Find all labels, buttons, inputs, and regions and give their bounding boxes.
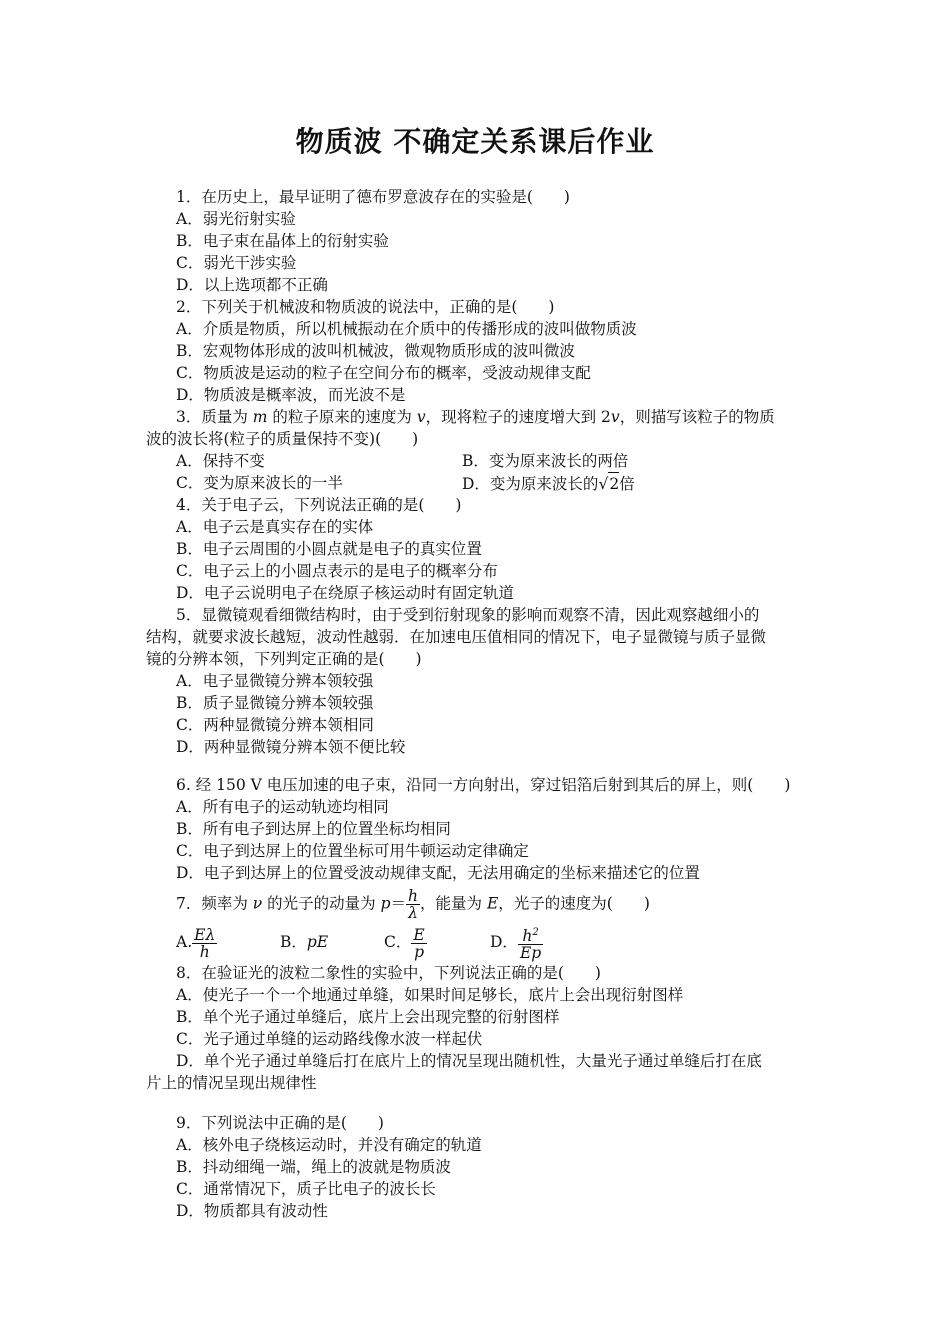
q1-option-d: D．以上选项都不正确 [176, 276, 328, 294]
q8-option-d: D．单个光子通过单缝后打在底片上的情况呈现出随机性，大量光子通过单缝后打在底 [176, 1052, 762, 1070]
q6-stem: 6. 经 150 V 电压加速的电子束，沿同一方向射出，穿过铝箔后射到其后的屏上，则( ) [176, 776, 791, 794]
q2-option-b: B．宏观物体形成的波叫机械波，微观物质形成的波叫微波 [176, 342, 575, 360]
q9-option-a: A．核外电子绕核运动时，并没有确定的轨道 [176, 1136, 482, 1154]
q7-momentum-fraction: $\frac{h}{\lambda}$ [408, 887, 419, 922]
q3-option-c: C．变为原来波长的一半 [176, 474, 343, 492]
q7-options [176, 924, 810, 964]
q6-option-b: B．所有电子到达屏上的位置坐标均相同 [176, 820, 451, 838]
q8-option-b: B．单个光子通过单缝后，底片上会出现完整的衍射图样 [176, 1008, 560, 1026]
q7-stem: 7．频率为 ν 的光子的动量为 p＝ $\frac{h}{\lambda}$ ，能量为 E，光子的速度为( ) [176, 887, 650, 922]
q2-option-a: A．介质是物质，所以机械振动在介质中的传播形成的波叫做物质波 [176, 320, 637, 338]
q1-option-a: A．弱光衍射实验 [176, 210, 296, 228]
q9-option-d: D．物质都具有波动性 [176, 1202, 328, 1220]
q3-option-b: B．变为原来波长的两倍 [462, 452, 629, 470]
q1-stem: 1．在历史上，最早证明了德布罗意波存在的实验是( ) [176, 188, 570, 206]
q5-option-a: A．电子显微镜分辨本领较强 [176, 672, 374, 690]
q4-stem: 4．关于电子云，下列说法正确的是( ) [176, 496, 462, 514]
q5-option-b: B．质子显微镜分辨本领较强 [176, 694, 374, 712]
q8-stem: 8．在验证光的波粒二象性的实验中，下列说法正确的是( ) [176, 964, 601, 982]
q9-option-b: B．抖动细绳一端，绳上的波就是物质波 [176, 1158, 451, 1176]
q1-option-b: B．电子束在晶体上的衍射实验 [176, 232, 389, 250]
page-title: 物质波 不确定关系课后作业 [295, 125, 655, 158]
q6-option-a: A．所有电子的运动轨迹均相同 [176, 798, 389, 816]
q6-option-d: D．电子到达屏上的位置受波动规律支配，无法用确定的坐标来描述它的位置 [176, 864, 700, 882]
q8-option-d-cont: 片上的情况呈现出规律性 [146, 1074, 317, 1092]
q3-stem: 3．质量为 m 的粒子原来的速度为 v，现将粒子的速度增大到 2v，则描写该粒子的物质 [176, 408, 775, 426]
q5-stem-line2: 结构，就要求波长越短，波动性越弱．在加速电压值相同的情况下，电子显微镜与质子显微 [146, 628, 767, 646]
q2-stem: 2．下列关于机械波和物质波的说法中，正确的是( ) [176, 298, 555, 316]
q2-option-d: D．物质波是概率波，而光波不是 [176, 386, 406, 404]
q5-option-d: D．两种显微镜分辨本领不便比较 [176, 738, 406, 756]
q9-stem: 9．下列说法中正确的是( ) [176, 1114, 384, 1132]
q5-stem-line1: 5．显微镜观看细微结构时，由于受到衍射现象的影响而观察不清，因此观察越细小的 [176, 606, 760, 624]
q3-options-row2 [176, 472, 810, 494]
q7-option-c: C． $\frac{E}{p}$ [384, 925, 425, 961]
q8-option-c: C．光子通过单缝的运动路线像水波一样起伏 [176, 1030, 483, 1048]
q8-option-a: A．使光子一个一个地通过单缝，如果时间足够长，底片上会出现衍射图样 [176, 986, 684, 1004]
q3-option-d: D．变为原来波长的√2倍 [462, 472, 635, 495]
q4-option-a: A．电子云是真实存在的实体 [176, 518, 374, 536]
q7-option-a: A. $\frac{E\lambda}{h}$ [176, 925, 216, 961]
q3-options-row1 [176, 450, 810, 472]
q5-stem-line3: 镜的分辨本领，下列判定正确的是( ) [146, 650, 422, 668]
q6-option-c: C．电子到达屏上的位置坐标可用牛顿运动定律确定 [176, 842, 529, 860]
q7-option-b: B．pE [280, 933, 329, 951]
q2-option-c: C．物质波是运动的粒子在空间分布的概率，受波动规律支配 [176, 364, 591, 382]
q4-option-d: D．电子云说明电子在绕原子核运动时有固定轨道 [176, 584, 514, 602]
q4-option-c: C．电子云上的小圆点表示的是电子的概率分布 [176, 562, 498, 580]
q7-option-d: D． $\frac{h^2}{Ep}$ [490, 926, 542, 963]
q3-option-a: A．保持不变 [176, 452, 265, 470]
q4-option-b: B．电子云周围的小圆点就是电子的真实位置 [176, 540, 482, 558]
q1-option-c: C．弱光干涉实验 [176, 254, 297, 272]
q9-option-c: C．通常情况下，质子比电子的波长长 [176, 1180, 436, 1198]
q3-stem-cont: 波的波长将(粒子的质量保持不变)( ) [146, 430, 419, 448]
q5-option-c: C．两种显微镜分辨本领相同 [176, 716, 374, 734]
